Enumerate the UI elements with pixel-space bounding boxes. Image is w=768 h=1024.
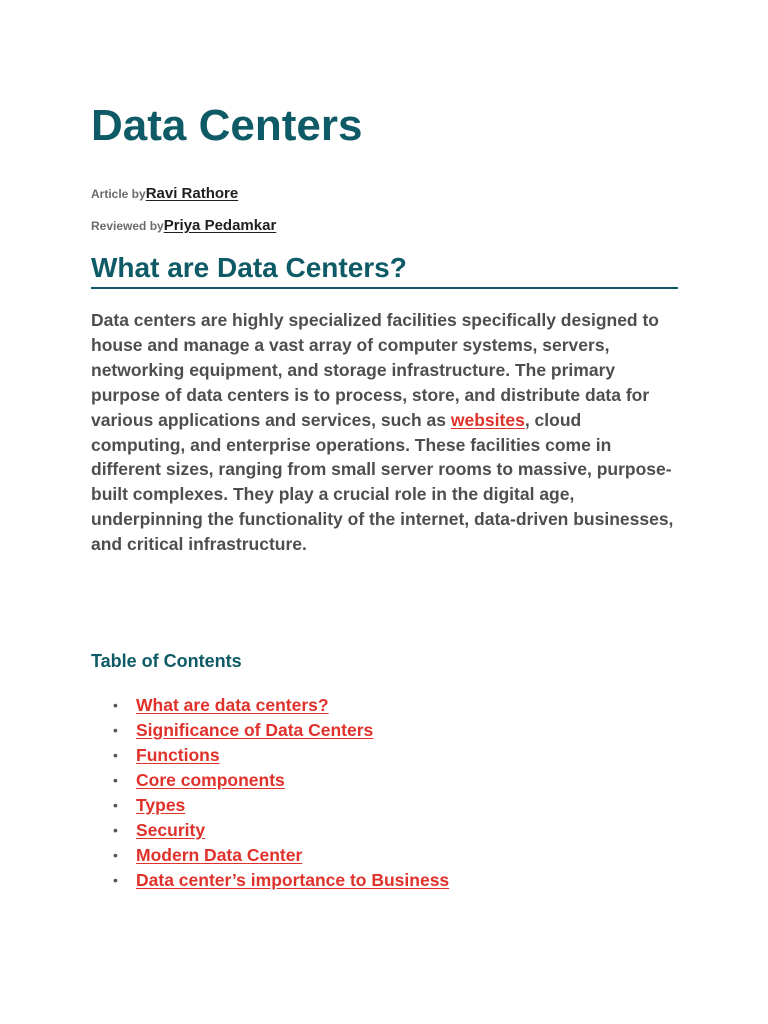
table-of-contents (91, 693, 449, 893)
bullet-icon: • (113, 747, 118, 763)
bullet-icon: • (113, 847, 118, 863)
author-byline (91, 184, 238, 204)
intro-text-end: , cloud computing, and enterprise operations. These facilities come in different sizes, ranging from small server rooms to massive, purpose-built complexes. They play a crucial role in the digital age, underpinning the functionality of the internet, data-driven businesses, and critical infrastructure. (91, 409, 674, 555)
bullet-icon: • (113, 822, 118, 838)
reviewer-link[interactable]: Priya Pedamkar (163, 217, 277, 234)
toc-link-functions[interactable]: Functions (136, 745, 220, 765)
toc-item (91, 743, 449, 768)
toc-link-core-components[interactable]: Core components (136, 770, 285, 790)
toc-link-modern-data-center[interactable]: Modern Data Center (136, 845, 303, 865)
toc-link-types[interactable]: Types (136, 795, 186, 815)
toc-item (91, 793, 449, 818)
section-heading: What are Data Centers? (91, 250, 678, 289)
toc-link-significance[interactable]: Significance of Data Centers (136, 720, 374, 740)
intro-text-start: Data centers are highly specialized facilities specifically designed to house and manage a vast array of computer systems, servers, networking equipment, and storage infrastructure. The primary purpose of data centers is to process, store, and distribute data for various applications and services, such as (91, 310, 659, 430)
toc-link-what-are-data-centers[interactable]: What are data centers? (136, 695, 329, 715)
bullet-icon: • (113, 697, 118, 713)
toc-item (91, 768, 449, 793)
reviewer-label: Reviewed by (91, 219, 164, 233)
toc-item (91, 868, 449, 893)
bullet-icon: • (113, 797, 118, 813)
toc-item (91, 843, 449, 868)
author-label: Article by (91, 187, 146, 201)
reviewer-byline (91, 216, 276, 236)
bullet-icon: • (113, 872, 118, 888)
bullet-icon: • (113, 772, 118, 788)
bullet-icon: • (113, 722, 118, 738)
websites-link[interactable]: websites (450, 409, 525, 430)
author-link[interactable]: Ravi Rathore (145, 185, 239, 202)
toc-heading: Table of Contents (91, 651, 242, 671)
page-title: Data Centers (91, 101, 363, 150)
toc-item (91, 693, 449, 718)
toc-item (91, 718, 449, 743)
intro-paragraph (91, 308, 679, 557)
toc-link-business-importance[interactable]: Data center’s importance to Business (136, 870, 450, 890)
toc-link-security[interactable]: Security (136, 820, 206, 840)
toc-item (91, 818, 449, 843)
